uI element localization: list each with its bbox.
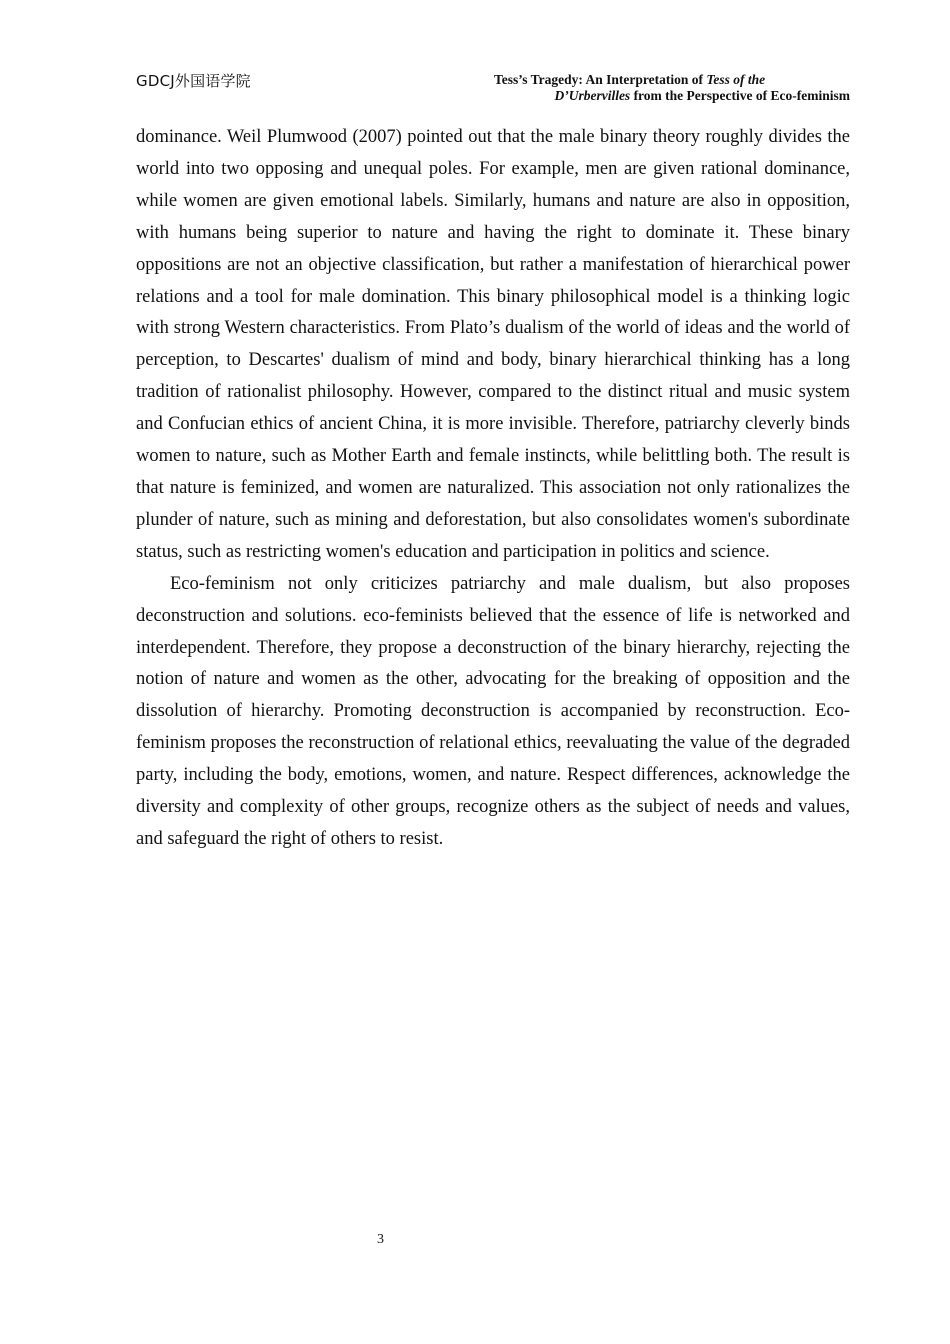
header-institution: GDCJ外国语学院 <box>136 72 251 90</box>
body-text <box>136 122 850 856</box>
header-title-line-2 <box>490 88 850 104</box>
header-title-italic-2: D’Urbervilles <box>554 88 631 103</box>
page-number: 3 <box>377 1232 384 1247</box>
header-title-suffix: from the Perspective of Eco-feminism <box>630 88 850 103</box>
header-title-line-1 <box>490 72 850 88</box>
header-title-italic-1: Tess of the <box>706 72 766 87</box>
paragraph-2: Eco-feminism not only criticizes patriarchy and male dualism, but also proposes deconstruction and solutions. eco-feminists believed that the essence of life is networked and interdependent. Therefore, they propose a deconstruction of the binary hierarchy, rejecting the notion of nature and women as the other, advocating for the breaking of opposition and the dissolution of hierarchy. Promoting deconstruction is accompanied by reconstruction. Eco-feminism proposes the reconstruction of relational ethics, reevaluating the value of the degraded party, including the body, emotions, women, and nature. Respect differences, acknowledge the diversity and complexity of other groups, recognize others as the subject of needs and values, and safeguard the right of others to resist. <box>136 573 850 849</box>
paragraph-1: dominance. Weil Plumwood (2007) pointed out that the male binary theory roughly divides the world into two opposing and unequal poles. For example, men are given rational dominance, while women are given emotional labels. Similarly, humans and nature are also in opposition, with humans being superior to nature and having the right to dominate it. These binary oppositions are not an objective classification, but rather a manifestation of hierarchical power relations and a tool for male domination. This binary philosophical model is a thinking logic with strong Western characteristics. From Plato’s dualism of the world of ideas and the world of perception, to Descartes' dualism of mind and body, binary hierarchical thinking has a long tradition of rationalist philosophy. However, compared to the distinct ritual and music system and Confucian ethics of ancient China, it is more invisible. Therefore, patriarchy cleverly binds women to nature, such as Mother Earth and female instincts, while belittling both. The result is that nature is feminized, and women are naturalized. This association not only rationalizes the plunder of nature, such as mining and deforestation, but also consolidates women's subordinate status, such as restricting women's education and participation in politics and science. <box>136 127 850 562</box>
header-title-prefix: Tess’s Tragedy: An Interpretation of <box>494 72 707 87</box>
header-title <box>490 72 850 104</box>
